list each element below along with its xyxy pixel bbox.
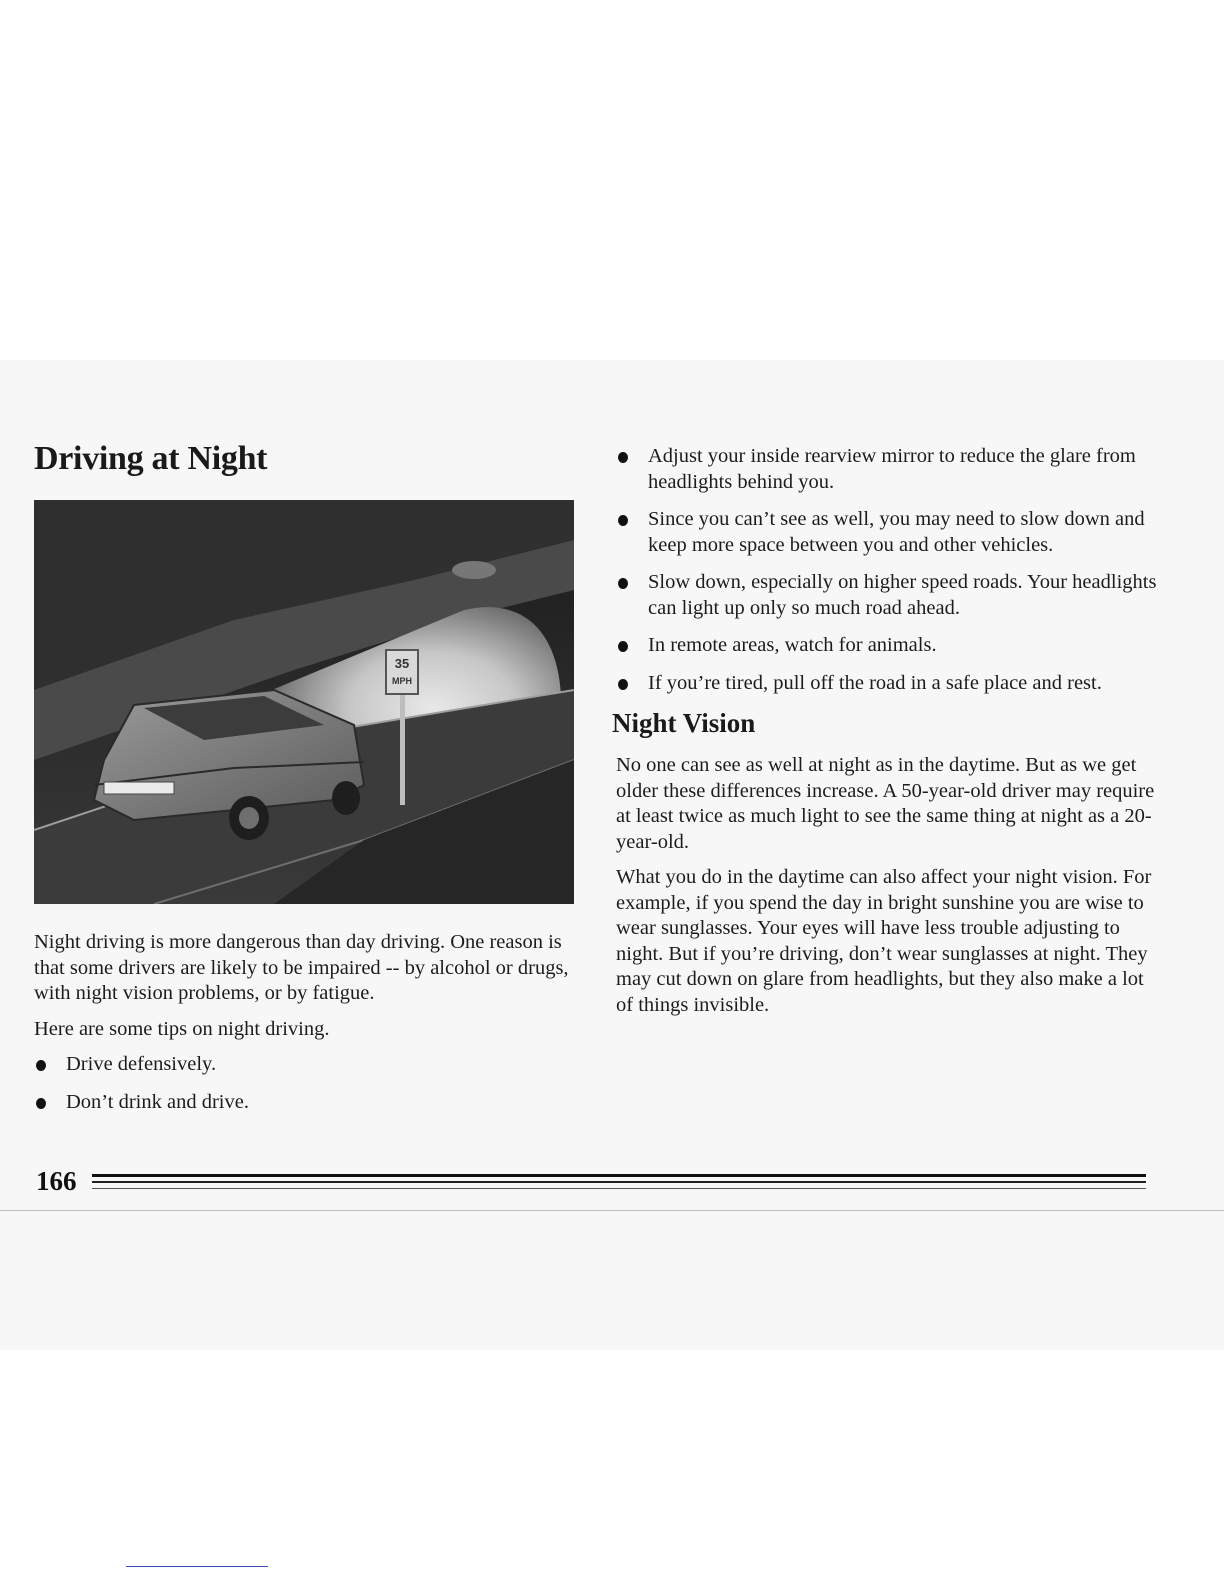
list-item: [616, 507, 1161, 558]
sign-speed-number: 35: [394, 656, 410, 671]
section-title: Driving at Night: [34, 440, 268, 477]
sign-speed-unit: MPH: [392, 676, 412, 686]
right-column: [612, 444, 1161, 1028]
tip-text: In remote areas, watch for animals.: [648, 634, 937, 656]
bullet-icon: [618, 452, 628, 463]
intro-paragraph: Night driving is more dangerous than day driving. One reason is that some drivers are likely to be impaired -- by alcohol or drugs, with night vision problems, or by fatigue.: [34, 931, 569, 1004]
bullet-icon: [618, 641, 628, 652]
bullet-icon: [618, 679, 628, 690]
tip-text: If you’re tired, pull off the road in a safe place and rest.: [648, 671, 1102, 694]
tip-text: Adjust your inside rearview mirror to reduce the glare from headlights behind you.: [648, 445, 1136, 493]
daytime-paragraph: What you do in the daytime can also affect your night vision. For example, if you spend the day in bright sunshine you are wise to wear sunglasses. Your eyes will have less trouble adjusting to night. But if you’re driving, don’t wear sunglasses at night. They may cut down on glare from headlights, but they also make a lot of things invisible.: [616, 866, 1152, 1016]
bullet-icon: [36, 1060, 46, 1071]
tips-intro-paragraph: Here are some tips on night driving.: [34, 1017, 330, 1040]
right-tips-list: [616, 444, 1161, 696]
night-vision-paragraph: No one can see as well at night as in the daytime. But as we get older these differences increase. A 50-year-old driver may require at least twice as much light to see the same thing at night as a 20-year-old.: [616, 754, 1155, 853]
list-item: [616, 671, 1161, 697]
list-item: [34, 1052, 574, 1078]
left-column: [34, 440, 574, 1127]
bullet-icon: [618, 578, 628, 589]
page-edge-line: [0, 1210, 1224, 1211]
footer-rule: [92, 1174, 1146, 1177]
tip-text: Slow down, especially on higher speed roads. Your headlights can light up only so much road ahead.: [648, 571, 1157, 619]
list-item: [34, 1090, 574, 1116]
list-item: [616, 633, 1161, 659]
tip-text: Drive defensively.: [66, 1053, 217, 1075]
tip-text: Since you can’t see as well, you may need to slow down and keep more space between you and other vehicles.: [648, 508, 1145, 556]
left-tips-list: [34, 1052, 574, 1115]
page-number: 166: [36, 1166, 77, 1196]
subsection-title: Night Vision: [612, 708, 756, 738]
tip-text: Don’t drink and drive.: [66, 1090, 249, 1113]
bottom-underline: [126, 1566, 268, 1567]
night-driving-illustration: [34, 500, 574, 904]
bullet-icon: [618, 515, 628, 526]
list-item: [616, 570, 1161, 621]
footer-rule-secondary: [92, 1181, 1146, 1183]
bullet-icon: [36, 1098, 46, 1109]
footer-rule-tertiary: [92, 1188, 1146, 1189]
list-item: [616, 444, 1161, 495]
